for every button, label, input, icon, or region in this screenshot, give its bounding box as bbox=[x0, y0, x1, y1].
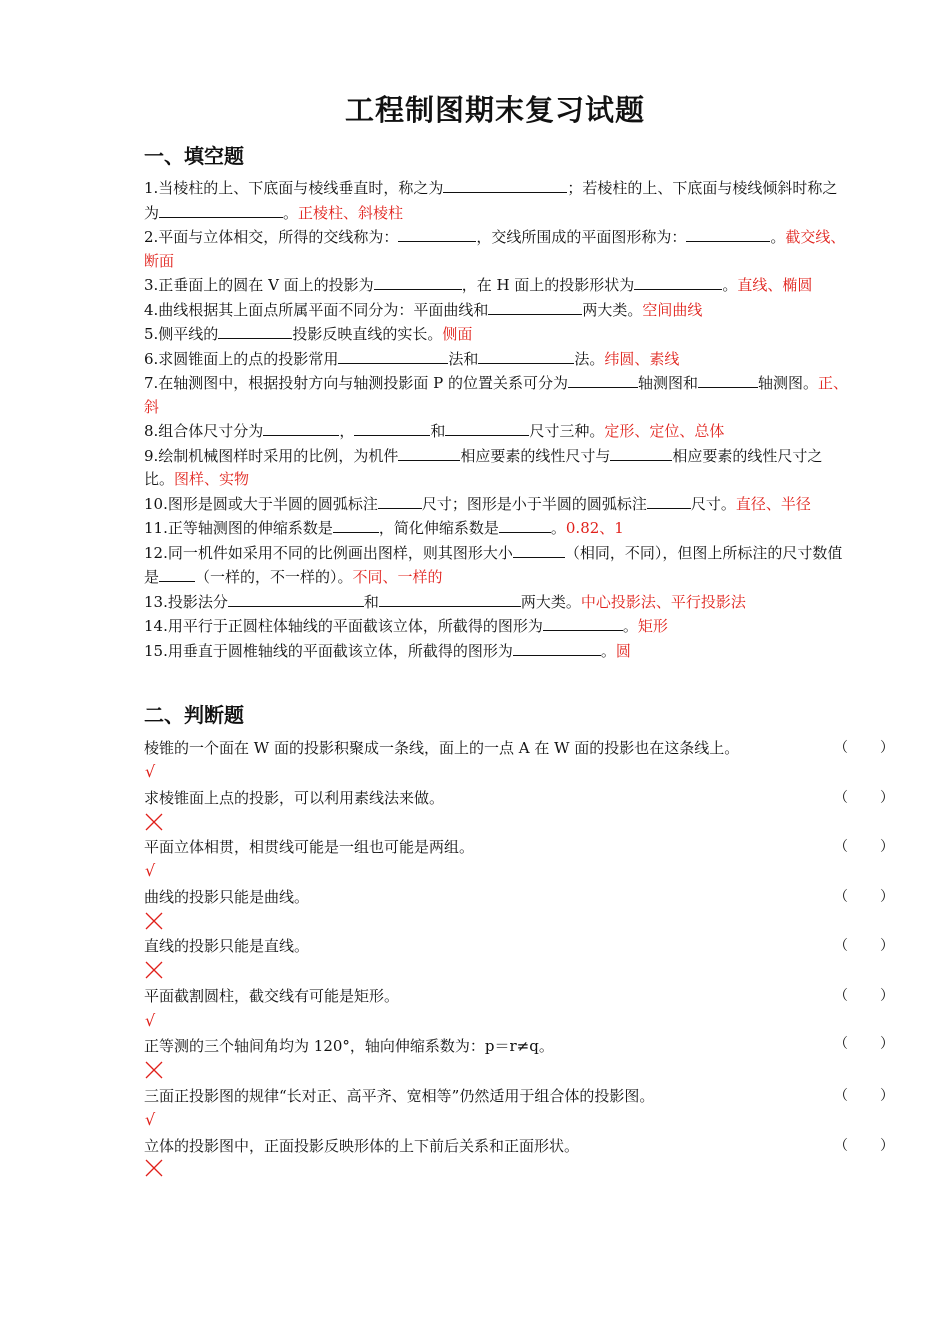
question-2: 2.平面与立体相交，所得的交线称为： ，交线所围成的平面图形称为： 。截交线、断面 bbox=[144, 225, 850, 273]
answer-text: 定形、定位、总体 bbox=[604, 422, 725, 440]
question-15: 15.用垂直于圆椎轴线的平面截该立体，所截得的图形为 。圆 bbox=[144, 639, 850, 664]
judge-question: 曲线的投影只能是曲线。 bbox=[144, 888, 310, 906]
question-9: 9.绘制机械图样时采用的比例，为机件 相应要素的线性尺寸与 相应要素的线性尺寸之比。图样、实物 bbox=[144, 444, 850, 492]
answer-text: 侧面 bbox=[442, 325, 473, 343]
question-7: 7.在轴测图中，根据投射方向与轴测投影面 P 的位置关系可分为 轴测图和 轴测图。正、斜 bbox=[144, 371, 850, 419]
judge-row bbox=[144, 737, 894, 761]
fill-in-questions bbox=[144, 176, 850, 663]
answer-text: 图样、实物 bbox=[174, 470, 250, 488]
judge-question: 棱锥的一个面在 W 面的投影积聚成一条线，面上的一点 A 在 W 面的投影也在这条线上。 bbox=[144, 739, 740, 757]
judge-question: 正等测的三个轴间角均为 120°，轴向伸缩系数为：p＝r≠q。 bbox=[144, 1037, 554, 1055]
answer-text: 正棱柱、斜棱柱 bbox=[298, 203, 404, 222]
answer-blank bbox=[228, 590, 364, 607]
answer-parens: （ ） bbox=[834, 1088, 894, 1104]
judge-row bbox=[144, 1135, 894, 1159]
question-1: 1.当棱柱的上、下底面与棱线垂直时，称之为 ；若棱柱的上、下底面与棱线倾斜时称之为 。正棱柱、斜棱柱 bbox=[144, 176, 850, 225]
answer-text: 空间曲线 bbox=[642, 300, 703, 319]
judge-question: 三面正投影图的规律“长对正、高平齐、宽相等”仍然适用于组合体的投影图。 bbox=[144, 1087, 655, 1105]
answer-parens: （ ） bbox=[834, 889, 894, 905]
answer-blank bbox=[378, 492, 422, 509]
answer-blank bbox=[513, 639, 601, 656]
question-5: 5.侧平线的 投影反映直线的实长。侧面 bbox=[144, 322, 850, 347]
answer-blank bbox=[543, 614, 623, 631]
judge-question: 立体的投影图中，正面投影反映形体的上下前后关系和正面形状。 bbox=[144, 1137, 580, 1155]
answer-blank bbox=[478, 347, 574, 364]
answer-text: 直线、椭圆 bbox=[737, 276, 813, 294]
answer-blank bbox=[443, 176, 567, 193]
answer-blank bbox=[488, 298, 582, 315]
answer-parens: （ ） bbox=[834, 988, 894, 1004]
answer-blank bbox=[634, 273, 722, 290]
answer-blank bbox=[568, 371, 638, 388]
check-mark: √ bbox=[145, 861, 156, 880]
answer-text: 直径、半径 bbox=[735, 494, 811, 513]
answer-blank bbox=[333, 516, 379, 533]
cross-mark-icon bbox=[145, 813, 163, 831]
question-4: 4.曲线根据其上面点所属平面不同分为：平面曲线和 两大类。空间曲线 bbox=[144, 298, 850, 323]
check-mark: √ bbox=[145, 1011, 156, 1030]
answer-parens: （ ） bbox=[834, 790, 894, 806]
answer-blank bbox=[647, 492, 691, 509]
answer-blank bbox=[338, 347, 448, 364]
answer-text: 矩形 bbox=[637, 617, 668, 635]
answer-blank bbox=[698, 371, 758, 388]
answer-blank bbox=[445, 419, 529, 436]
question-12: 12.同一机件如采用不同的比例画出图样，则其图形大小 （相同，不同），但图上所标注的尺寸数值是 （一样的，不一样的）。不同、一样的 bbox=[144, 541, 850, 590]
answer-blank bbox=[398, 444, 460, 461]
cross-mark-icon bbox=[145, 1061, 163, 1079]
question-14: 14.用平行于正圆柱体轴线的平面截该立体，所截得的图形为 。矩形 bbox=[144, 614, 850, 639]
answer-blank bbox=[398, 225, 476, 242]
judge-row bbox=[144, 935, 894, 959]
question-10: 10.图形是圆或大于半圆的圆弧标注 尺寸；图形是小于半圆的圆弧标注 尺寸。直径、半径 bbox=[144, 492, 850, 517]
answer-blank bbox=[499, 516, 551, 533]
answer-parens: （ ） bbox=[834, 839, 894, 855]
question-3: 3.正垂面上的圆在 V 面上的投影为 ，在 H 面上的投影形状为 。直线、椭圆 bbox=[144, 273, 850, 298]
judge-row bbox=[144, 1035, 894, 1059]
question-6: 6.求圆锥面上的点的投影常用 法和 法。纬圆、素线 bbox=[144, 347, 850, 372]
cross-mark-icon bbox=[145, 912, 163, 930]
answer-text: 纬圆、素线 bbox=[604, 349, 680, 368]
judge-row bbox=[144, 985, 894, 1009]
check-mark: √ bbox=[145, 1110, 156, 1129]
answer-blank bbox=[513, 541, 565, 558]
question-11: 11.正等轴测图的伸缩系数是 ，简化伸缩系数是 。0.82、1 bbox=[144, 516, 850, 541]
answer-blank bbox=[379, 590, 521, 607]
answer-text: 圆 bbox=[615, 641, 631, 660]
answer-blank bbox=[374, 273, 462, 290]
answer-parens: （ ） bbox=[834, 1036, 894, 1052]
answer-text: 不同、一样的 bbox=[352, 568, 443, 586]
answer-text: 0.82、1 bbox=[565, 519, 624, 537]
judge-row bbox=[144, 787, 894, 811]
judge-row bbox=[144, 836, 894, 860]
answer-blank bbox=[159, 201, 283, 218]
judge-row bbox=[144, 1085, 894, 1109]
check-mark: √ bbox=[145, 762, 156, 781]
answer-parens: （ ） bbox=[834, 740, 894, 756]
answer-blank bbox=[354, 419, 430, 436]
judge-question: 平面立体相贯，相贯线可能是一组也可能是两组。 bbox=[144, 838, 475, 856]
answer-blank bbox=[159, 565, 195, 582]
cross-mark-icon bbox=[145, 961, 163, 979]
judge-question: 平面截割圆柱，截交线有可能是矩形。 bbox=[144, 987, 400, 1005]
question-8: 8.组合体尺寸分为 ， 和 尺寸三种。定形、定位、总体 bbox=[144, 419, 850, 444]
cross-mark-icon bbox=[145, 1159, 163, 1177]
answer-blank bbox=[218, 322, 292, 339]
answer-text: 截交线、断面 bbox=[144, 228, 846, 270]
question-13: 13.投影法分 和 两大类。中心投影法、平行投影法 bbox=[144, 590, 850, 615]
page-title: 工程制图期末复习试题 bbox=[344, 93, 645, 127]
answer-text: 中心投影法、平行投影法 bbox=[580, 592, 746, 611]
judge-row bbox=[144, 886, 894, 910]
answer-blank bbox=[263, 419, 339, 436]
judge-question: 求棱锥面上点的投影，可以利用素线法来做。 bbox=[144, 789, 445, 807]
answer-blank bbox=[686, 225, 770, 242]
section-fill-heading: 一、填空题 bbox=[144, 144, 244, 168]
answer-text: 正、斜 bbox=[144, 374, 848, 416]
judge-question: 直线的投影只能是直线。 bbox=[144, 937, 310, 955]
answer-parens: （ ） bbox=[834, 938, 894, 954]
answer-parens: （ ） bbox=[834, 1138, 894, 1154]
section-judge-heading: 二、判断题 bbox=[144, 703, 244, 727]
answer-blank bbox=[610, 444, 672, 461]
